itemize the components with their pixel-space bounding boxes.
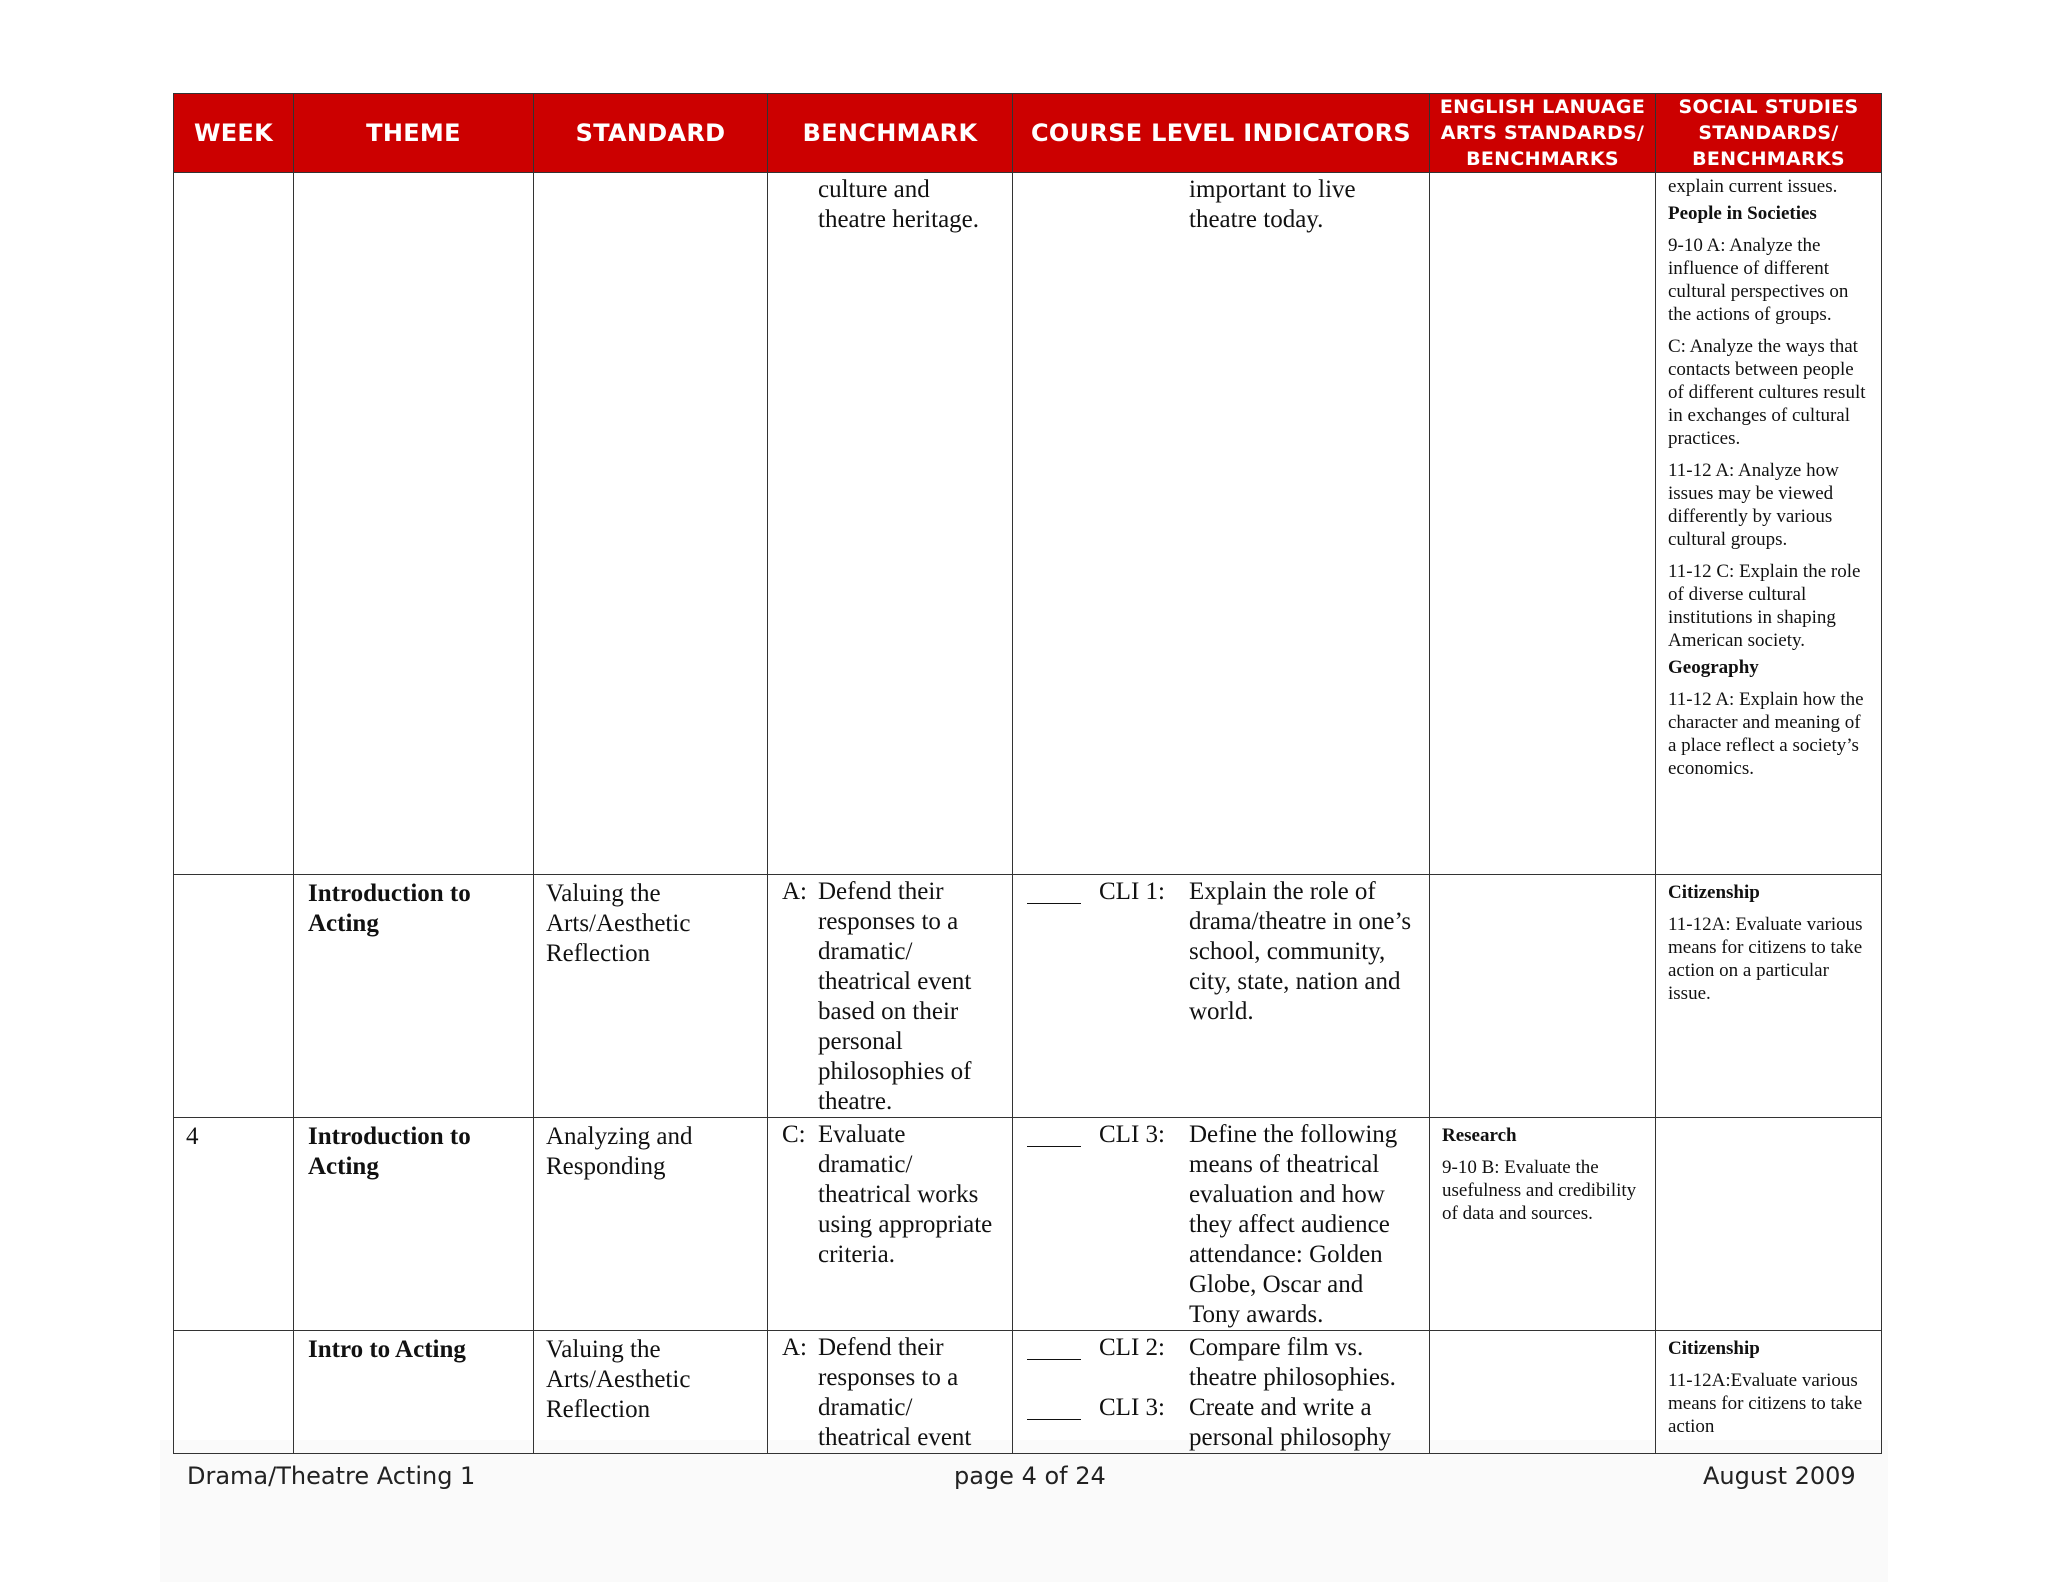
standard-heading: Research	[1442, 1125, 1517, 1146]
cell-benchmark	[768, 173, 1013, 875]
cell-theme: Introduction to Acting	[294, 875, 534, 1118]
checkoff-blank	[1027, 1397, 1081, 1420]
standard-item: 9-10 B: Evaluate the usefulness and credibility of data and sources.	[1442, 1157, 1637, 1224]
standard-heading: People in Societies	[1668, 203, 1817, 224]
cell-week	[174, 173, 294, 875]
benchmark-letter: A:	[782, 1334, 807, 1361]
cell-standard: Valuing the Arts/Aesthetic Reflection	[534, 875, 768, 1118]
standard-item: 11-12 A: Analyze how issues may be viewed differently by various cultural groups.	[1668, 460, 1839, 550]
header-row	[174, 94, 1882, 173]
header-ss: SOCIAL STUDIES STANDARDS/ BENCHMARKS	[1656, 94, 1882, 173]
table-row	[174, 173, 1882, 875]
cli-code	[1099, 175, 1189, 235]
header-theme: THEME	[294, 94, 534, 173]
cell-standard: Valuing the Arts/Aesthetic Reflection	[534, 1331, 768, 1454]
checkoff-blank	[1027, 179, 1081, 201]
cell-ss	[1656, 1118, 1882, 1331]
cell-cli	[1013, 1331, 1430, 1454]
cli-code: CLI 3:	[1099, 1394, 1165, 1421]
cell-week	[174, 875, 294, 1118]
header-cli: COURSE LEVEL INDICATORS	[1013, 94, 1430, 173]
cell-ss	[1656, 173, 1882, 875]
cell-cli	[1013, 173, 1430, 875]
cli-code: CLI 1:	[1099, 878, 1165, 905]
standard-item: 9-10 A: Analyze the influence of different cultural perspectives on the actions of groups.	[1668, 235, 1849, 325]
cli-item	[1027, 877, 1419, 1027]
cell-standard	[534, 173, 768, 875]
benchmark-letter: A:	[782, 878, 807, 905]
cli-code: CLI 2:	[1099, 1334, 1165, 1361]
cell-ss	[1656, 875, 1882, 1118]
table-row	[174, 875, 1882, 1118]
cli-item	[1027, 175, 1419, 235]
cell-theme	[294, 173, 534, 875]
cli-description: Explain the role of drama/theatre in one’s school, community, city, state, nation and world.	[1189, 878, 1412, 1025]
cell-week: 4	[174, 1118, 294, 1331]
standard-heading: Citizenship	[1668, 1338, 1760, 1359]
cell-benchmark	[768, 1331, 1013, 1454]
footer-left: Drama/Theatre Acting 1	[187, 1462, 476, 1490]
cell-week	[174, 1331, 294, 1454]
cell-cli	[1013, 1118, 1430, 1331]
checkoff-blank	[1027, 1337, 1081, 1360]
checkoff-blank	[1027, 881, 1081, 904]
cell-ss	[1656, 1331, 1882, 1454]
standard-item: 11-12A: Evaluate various means for citizens to take action on a particular issue.	[1668, 914, 1863, 1004]
benchmark-text: Defend their responses to a dramatic/ theatrical event	[818, 1334, 972, 1451]
header-week: WEEK	[174, 94, 294, 173]
cell-theme: Introduction to Acting	[294, 1118, 534, 1331]
cli-code: CLI 3:	[1099, 1121, 1165, 1148]
standard-item: 11-12 C: Explain the role of diverse cultural institutions in shaping American society.	[1668, 561, 1861, 651]
footer-date: August 2009	[1703, 1462, 1856, 1490]
standard-item: 11-12 A: Explain how the character and meaning of a place reflect a society’s economics.	[1668, 689, 1864, 779]
cli-description: important to live theatre today.	[1189, 176, 1356, 233]
header-ela: ENGLISH LANUAGE ARTS STANDARDS/ BENCHMARKS	[1430, 94, 1656, 173]
benchmark-letter: C:	[782, 1121, 806, 1148]
benchmark-text: Evaluate dramatic/ theatrical works using appropriate criteria.	[818, 1121, 993, 1268]
cli-item	[1027, 1393, 1419, 1453]
cell-ela	[1430, 1118, 1656, 1331]
benchmark-text: Defend their responses to a dramatic/ theatrical event based on their personal philosophies of theatre.	[818, 878, 972, 1115]
cli-item	[1027, 1120, 1419, 1330]
checkoff-blank	[1027, 1124, 1081, 1147]
benchmark-text: culture and theatre heritage.	[818, 176, 980, 233]
curriculum-table	[173, 93, 1882, 1454]
standard-item: C: Analyze the ways that contacts between people of different cultures result in exchanges of cultural practices.	[1668, 336, 1866, 449]
header-standard: STANDARD	[534, 94, 768, 173]
standard-heading: Citizenship	[1668, 882, 1760, 903]
table-row	[174, 1118, 1882, 1331]
cell-theme: Intro to Acting	[294, 1331, 534, 1454]
cli-description: Compare film vs. theatre philosophies.	[1189, 1334, 1396, 1391]
table-row	[174, 1331, 1882, 1454]
cell-ela	[1430, 1331, 1656, 1454]
standard-item: explain current issues.	[1668, 176, 1838, 197]
footer-page-number: page 4 of 24	[954, 1462, 1106, 1490]
standard-item: 11-12A:Evaluate various means for citizens to take action	[1668, 1370, 1863, 1437]
cell-ela	[1430, 173, 1656, 875]
cell-ela	[1430, 875, 1656, 1118]
cli-item	[1027, 1333, 1419, 1393]
cli-description: Define the following means of theatrical evaluation and how they affect audience attendance: Golden Globe, Oscar and Tony awards.	[1189, 1121, 1398, 1328]
header-benchmark: BENCHMARK	[768, 94, 1013, 173]
cell-standard: Analyzing and Responding	[534, 1118, 768, 1331]
cell-benchmark	[768, 1118, 1013, 1331]
cell-cli	[1013, 875, 1430, 1118]
cli-description: Create and write a personal philosophy	[1189, 1394, 1392, 1451]
cell-benchmark	[768, 875, 1013, 1118]
standard-heading: Geography	[1668, 657, 1759, 678]
